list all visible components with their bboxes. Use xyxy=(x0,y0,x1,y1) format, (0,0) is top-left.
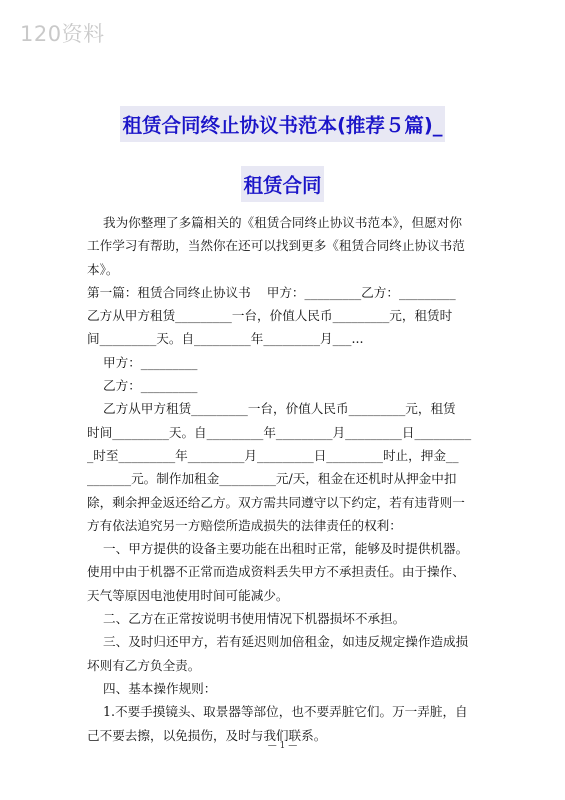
title-line-1: 租赁合同终止协议书范本(推荐５篇)_ xyxy=(120,106,444,142)
body-line: 天气等原因电池使用时间可能减少。 xyxy=(87,587,289,603)
body-line: 1.不要手摸镜头、取景器等部位，也不要弄脏它们。万一弄脏，自 xyxy=(87,704,468,720)
document-title xyxy=(0,106,565,202)
page-number: — 1 — xyxy=(267,741,298,751)
body-line: 乙方从甲方租赁_________一台，价值人民币_________元，租赁时 xyxy=(87,308,453,324)
body-line: 己不要去擦，以免损伤，及时与我们联系。 xyxy=(87,727,327,743)
document-body xyxy=(87,211,479,747)
body-line: 四、基本操作规则： xyxy=(87,680,217,696)
body-line: 二、乙方在正常按说明书使用情况下机器损坏不承担。 xyxy=(87,611,406,627)
body-line: 甲方：_________ xyxy=(87,354,198,370)
body-line: _时至_________年_________月_________日_________时止，押金__ xyxy=(87,447,459,463)
title-line-2: 租赁合同 xyxy=(241,166,323,202)
body-line: 本》。 xyxy=(87,261,119,277)
body-line: 坏则有乙方负全责。 xyxy=(87,657,201,673)
watermark: 120资料 xyxy=(20,22,105,46)
body-line: 一、甲方提供的设备主要功能在出租时正常，能够及时提供机器。 xyxy=(87,541,469,557)
body-line: 三、及时归还甲方，若有延迟则加倍租金，如违反规定操作造成损 xyxy=(87,634,469,650)
body-line: 使用中由于机器不正常而造成资料丢失甲方不承担责任。由于操作、 xyxy=(87,564,465,580)
body-line: 除，剩余押金返还给乙方。双方需共同遵守以下约定，若有违背则一 xyxy=(87,494,465,510)
body-line: 方有依法追究另一方赔偿所造成损失的法律责任的权利： xyxy=(87,517,402,533)
body-line: _______元。制作加租金_________元/天，租金在还机时从押金中扣 xyxy=(87,471,457,487)
body-line: 间_________天。自_________年_________月___... xyxy=(87,331,364,347)
body-line: 我为你整理了多篇相关的《租赁合同终止协议书范本》，但愿对你 xyxy=(87,215,462,230)
body-line: 工作学习有帮助，当然你在还可以找到更多《租赁合同终止协议书范 xyxy=(87,238,465,254)
body-line: 第一篇：租赁合同终止协议书 甲方：_________乙方：_________ xyxy=(87,284,456,300)
body-line: 乙方：_________ xyxy=(87,378,198,394)
body-line: 乙方从甲方租赁_________一台，价值人民币_________元，租赁 xyxy=(87,401,456,417)
body-line: 时间_________天。自_________年_________月_________日_________ xyxy=(87,424,472,440)
